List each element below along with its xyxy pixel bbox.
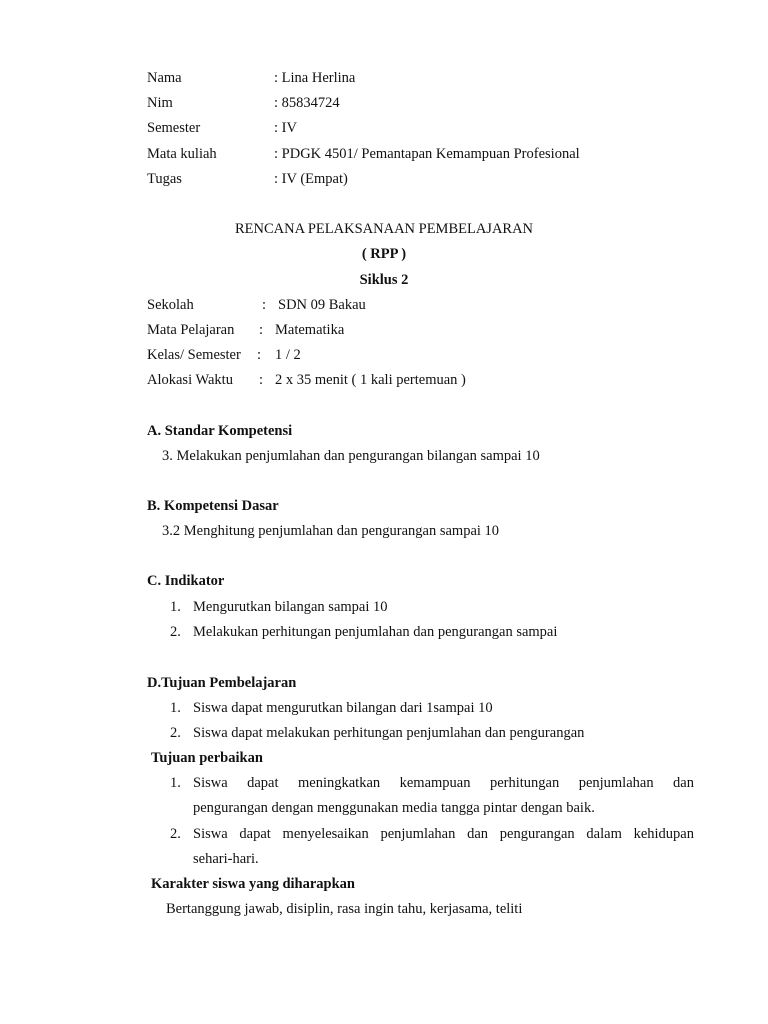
info-value-kelas-semester: 1 / 2 (275, 347, 301, 363)
list-item-text-line-2: pengurangan dengan menggunakan media tangga pintar dengan baik. (193, 800, 595, 816)
section-b-text: 3.2 Menghitung penjumlahan dan pengurangan sampai 10 (162, 523, 500, 539)
info-colon-sekolah: : (262, 297, 267, 313)
list-item-text: Siswa dapat mengurutkan bilangan dari 1sampai 10 (193, 700, 493, 716)
list-item-text-line-2: sehari-hari. (193, 851, 259, 867)
list-item-number: 2. (170, 826, 181, 842)
info-label-sekolah: Sekolah (147, 297, 194, 313)
section-c-heading: C. Indikator (147, 573, 225, 589)
list-item-number: 1. (170, 599, 181, 615)
info-value-sekolah: SDN 09 Bakau (278, 297, 366, 313)
karakter-heading: Karakter siswa yang diharapkan (151, 876, 355, 892)
info-value-mata-pelajaran: Matematika (275, 322, 345, 338)
info-colon-kelas-semester: : (257, 347, 262, 363)
identity-label-nama: Nama (147, 70, 182, 86)
list-item-text: Siswa dapat melakukan perhitungan penjumlahan dan pengurangan (193, 725, 585, 741)
list-item-number: 2. (170, 624, 181, 640)
info-colon-mata-pelajaran: : (259, 322, 264, 338)
list-item-number: 1. (170, 775, 181, 791)
list-item-text-line-1: Siswa dapat meningkatkan kemampuan perhitungan penjumlahan dan (193, 775, 694, 791)
identity-value-nim: : 85834724 (274, 95, 340, 111)
info-label-kelas-semester: Kelas/ Semester (147, 347, 241, 363)
identity-value-mata-kuliah: : PDGK 4501/ Pemantapan Kemampuan Profesional (274, 146, 580, 162)
list-item-text: Mengurutkan bilangan sampai 10 (193, 599, 388, 615)
identity-label-tugas: Tugas (147, 171, 182, 187)
list-item-text: Melakukan perhitungan penjumlahan dan pengurangan sampai (193, 624, 558, 640)
info-colon-alokasi-waktu: : (259, 372, 264, 388)
info-label-mata-pelajaran: Mata Pelajaran (147, 322, 235, 338)
identity-value-nama: : Lina Herlina (274, 70, 356, 86)
title-line-3: Siklus 2 (359, 272, 409, 288)
list-item-text-line-1: Siswa dapat menyelesaikan penjumlahan dan pengurangan dalam kehidupan (193, 826, 694, 842)
section-a-heading: A. Standar Kompetensi (147, 423, 293, 439)
list-item-number: 2. (170, 725, 181, 741)
karakter-text: Bertanggung jawab, disiplin, rasa ingin tahu, kerjasama, teliti (166, 901, 523, 917)
identity-value-semester: : IV (274, 120, 297, 136)
section-a-text: 3. Melakukan penjumlahan dan pengurangan bilangan sampai 10 (162, 448, 540, 464)
perbaikan-heading: Tujuan perbaikan (151, 750, 263, 766)
list-item-number: 1. (170, 700, 181, 716)
section-d-heading: D.Tujuan Pembelajaran (147, 675, 297, 691)
title-line-2: ( RPP ) (361, 246, 407, 262)
info-value-alokasi-waktu: 2 x 35 menit ( 1 kali pertemuan ) (275, 372, 466, 388)
identity-label-mata-kuliah: Mata kuliah (147, 146, 217, 162)
info-label-alokasi-waktu: Alokasi Waktu (147, 372, 233, 388)
identity-value-tugas: : IV (Empat) (274, 171, 348, 187)
section-b-heading: B. Kompetensi Dasar (147, 498, 279, 514)
identity-label-nim: Nim (147, 95, 173, 111)
identity-label-semester: Semester (147, 120, 201, 136)
title-line-1: RENCANA PELAKSANAAN PEMBELAJARAN (234, 221, 534, 237)
